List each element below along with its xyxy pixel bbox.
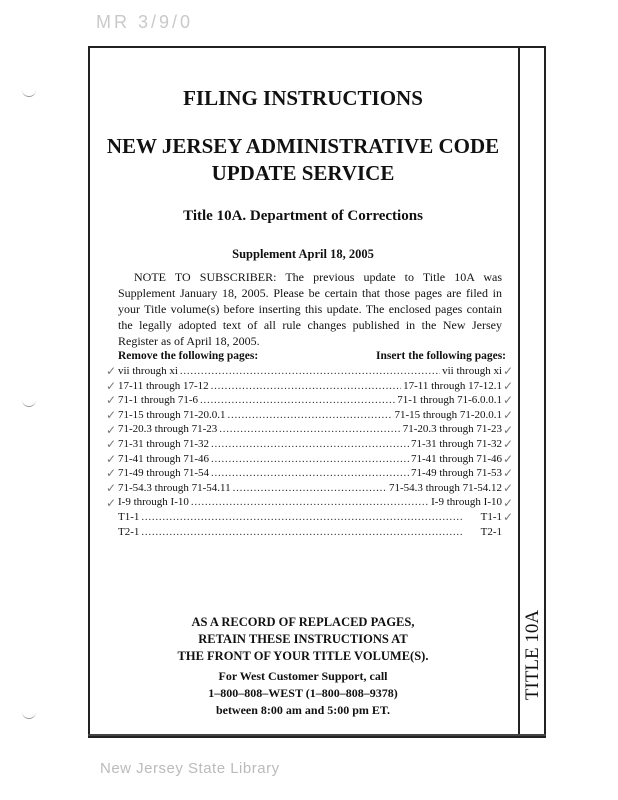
list-item [118, 437, 502, 452]
page-heading: FILING INSTRUCTIONS [183, 86, 423, 110]
remove-pages: 71-49 through 71-54 [118, 467, 210, 480]
check-mark-icon: ✓ [503, 393, 514, 407]
leader-dots [211, 379, 401, 394]
insert-pages: 71-1 through 71-6.0.0.1 [397, 394, 502, 407]
list-item [118, 452, 502, 467]
insert-pages: 71-49 through 71-53 [410, 467, 502, 480]
check-mark-icon: ✓ [503, 466, 514, 480]
spine-label-text: TITLE 10A [522, 609, 543, 701]
insert-pages: T1-1 [480, 510, 502, 523]
remove-pages: 71-41 through 71-46 [118, 452, 210, 465]
insert-pages: 71-15 through 71-20.0.1 [394, 408, 502, 421]
supplement-date: Supplement April 18, 2005 [232, 247, 374, 261]
record-line-2: RETAIN THESE INSTRUCTIONS AT [198, 632, 408, 646]
leader-dots [219, 422, 400, 437]
record-line-1: AS A RECORD OF REPLACED PAGES, [191, 615, 415, 629]
list-item [118, 393, 502, 408]
check-mark-icon: ✓ [503, 437, 514, 451]
insert-pages: I-9 through I-10 [431, 496, 502, 509]
check-mark-icon: ✓ [503, 423, 514, 437]
check-mark-icon: ✓ [106, 437, 117, 451]
binder-hole-mark [22, 90, 36, 97]
check-mark-icon: ✓ [503, 408, 514, 422]
insert-pages: 17-11 through 17-12.1 [403, 379, 502, 392]
list-item [118, 481, 502, 496]
list-item [118, 379, 502, 394]
list-item [118, 525, 502, 540]
check-mark-icon: ✓ [503, 364, 514, 378]
remove-pages: 71-1 through 71-6 [118, 394, 199, 407]
remove-pages: 17-11 through 17-12 [118, 379, 209, 392]
code-title-line-2: UPDATE SERVICE [211, 161, 395, 185]
insert-pages: vii through xi [442, 365, 502, 377]
list-item [118, 466, 502, 481]
check-mark-icon: ✓ [503, 379, 514, 393]
check-mark-icon: ✓ [503, 496, 514, 510]
binder-hole-mark [22, 712, 36, 719]
binder-hole-mark [22, 400, 36, 407]
remove-pages: vii through xi [118, 365, 178, 377]
list-header [118, 350, 506, 362]
leader-dots [211, 437, 409, 452]
page-list [118, 364, 502, 539]
spine-label [520, 600, 546, 710]
check-mark-icon: ✓ [106, 466, 117, 480]
leader-dots [141, 510, 478, 525]
remove-pages: 71-20.3 through 71-23 [118, 423, 218, 436]
list-item [118, 364, 502, 379]
check-mark-icon: ✓ [106, 408, 117, 422]
insert-pages: 71-54.3 through 71-54.12 [388, 481, 502, 494]
check-mark-icon: ✓ [503, 452, 514, 466]
remove-pages: I-9 through I-10 [118, 496, 189, 509]
leader-dots [191, 495, 429, 510]
insert-header: Insert the following pages: [375, 350, 506, 362]
check-mark-icon: ✓ [106, 481, 117, 495]
leader-dots [211, 466, 409, 481]
bottom-rule [88, 734, 546, 736]
list-item [118, 408, 502, 423]
check-mark-icon: ✓ [106, 452, 117, 466]
record-line-3: THE FRONT OF YOUR TITLE VOLUME(S). [177, 649, 429, 663]
insert-pages: 71-20.3 through 71-23 [402, 423, 502, 436]
code-title [88, 133, 518, 187]
remove-pages: 71-15 through 71-20.0.1 [118, 408, 226, 421]
remove-header: Remove the following pages: [118, 350, 259, 362]
check-mark-icon: ✓ [503, 481, 514, 495]
support-line-1: For West Customer Support, call [218, 669, 388, 683]
remove-pages: T2-1 [118, 525, 140, 538]
subscriber-note: NOTE TO SUBSCRIBER: The previous update to Title 10A was Supplement January 18, 2005. Please be certain that those pages are filed in your Title volume(s) before inserting this update. The enclosed pages contain the legally adopted text of all rule changes published in the New Jersey Register as of April 18, 2005. [118, 270, 502, 348]
insert-pages: 71-41 through 71-46 [410, 452, 502, 465]
leader-dots [233, 481, 387, 496]
leader-dots [141, 525, 478, 540]
leader-dots [200, 393, 395, 408]
support-line-2: 1–800–808–WEST (1–800–808–9378) [208, 686, 398, 700]
remove-pages: 71-31 through 71-32 [118, 437, 210, 450]
insert-pages: 71-31 through 71-32 [410, 437, 502, 450]
title-name: Title 10A. Department of Corrections [183, 208, 423, 224]
check-mark-icon: ✓ [106, 364, 117, 378]
support-line-3: between 8:00 am and 5:00 pm ET. [215, 703, 391, 717]
check-mark-icon: ✓ [106, 496, 117, 510]
leader-dots [180, 364, 440, 379]
list-item [118, 495, 502, 510]
remove-pages: 71-54.3 through 71-54.11 [118, 481, 231, 494]
check-mark-icon: ✓ [106, 393, 117, 407]
code-title-line-1: NEW JERSEY ADMINISTRATIVE CODE [106, 134, 500, 158]
record-notice [88, 614, 518, 665]
list-item [118, 510, 502, 525]
insert-pages: T2-1 [480, 525, 502, 538]
remove-pages: T1-1 [118, 510, 140, 523]
handwritten-stamp: MR 3/9/0 [96, 12, 194, 32]
leader-dots [211, 452, 409, 467]
check-mark-icon: ✓ [503, 510, 514, 524]
customer-support [88, 668, 518, 719]
check-mark-icon: ✓ [106, 379, 117, 393]
check-mark-icon: ✓ [106, 423, 117, 437]
library-watermark: New Jersey State Library [100, 760, 280, 777]
list-item [118, 422, 502, 437]
leader-dots [228, 408, 393, 423]
